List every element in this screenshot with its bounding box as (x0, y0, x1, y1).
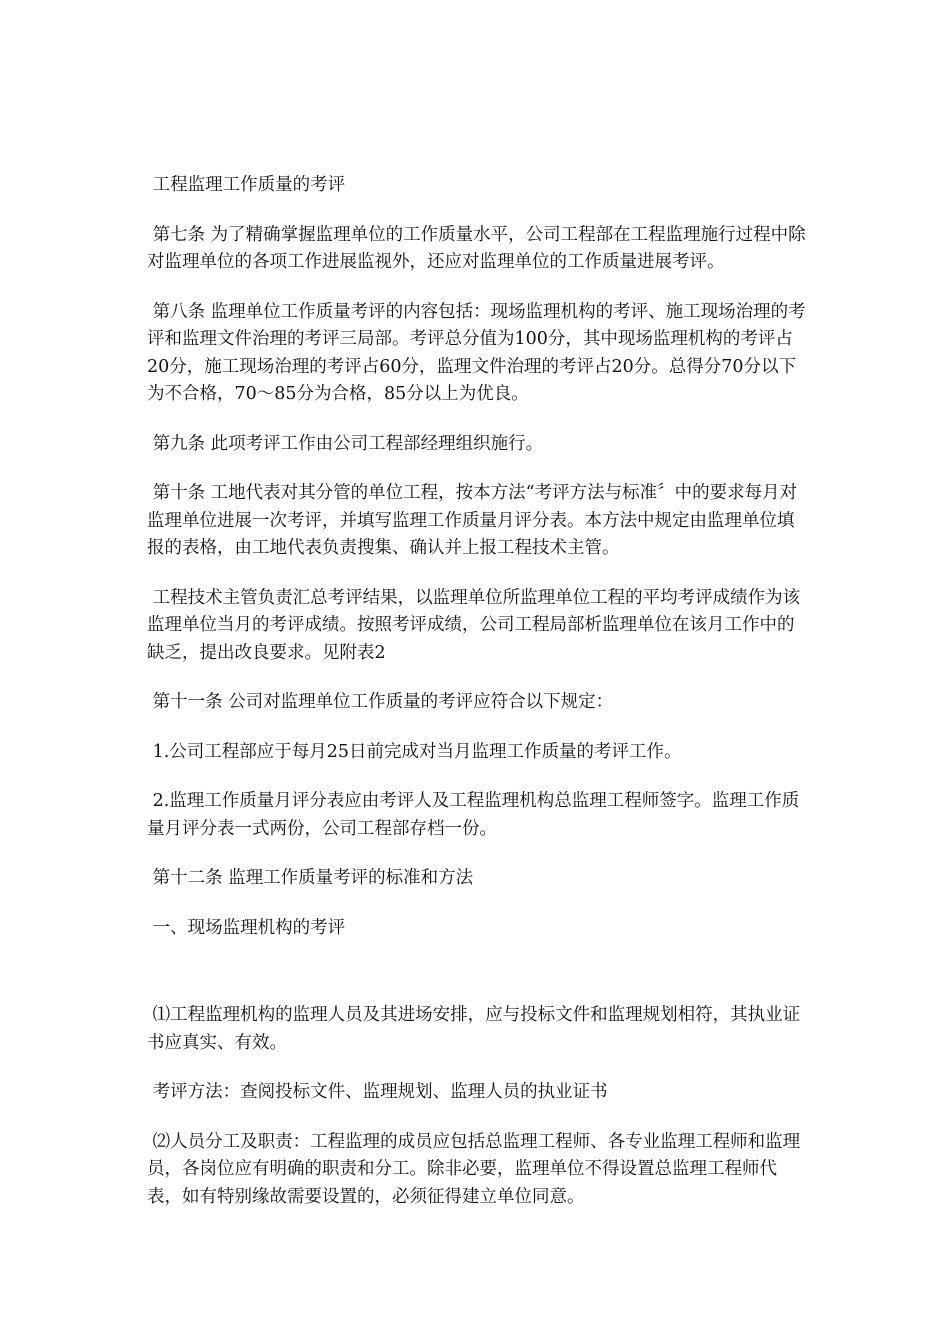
article-7: 第七条 为了精确掌握监理单位的工作质量水平，公司工程部在工程监理施行过程中除对监理单位的各项工作进展监视外，还应对监理单位的工作质量进展考评。 (147, 224, 806, 272)
document-title: 工程监理工作质量的考评 (147, 175, 346, 195)
rule-item-2: 2.监理工作质量月评分表应由考评人及工程监理机构总监理工程师签字。监理工作质量月评分表一式两份，公司工程部存档一份。 (147, 791, 800, 839)
article-8: 第八条 监理单位工作质量考评的内容包括：现场监理机构的考评、施工现场治理的考评和监理文件治理的考评三局部。考评总分值为100分，其中现场监理机构的考评占20分，施工现场治理的考评占60分，监理文件治理的考评占20分。总得分70分以下为不合格，70～85分为合格，85分以上为优良。 (147, 301, 806, 404)
article-12: 第十二条 监理工作质量考评的标准和方法 (147, 868, 474, 888)
rule-item-1: 1.公司工程部应于每月25日前完成对当月监理工作质量的考评工作。 (147, 741, 682, 762)
article-10: 第十条 工地代表对其分管的单位工程，按本方法“考评方法与标准〞中的要求每月对监理单位进展一次考评，并填写监理工作质量月评分表。本方法中规定由监理单位填报的表格，由工地代表负责搜集、确认并上报工程技术主管。 (147, 483, 798, 558)
technical-supervisor-paragraph: 工程技术主管负责汇总考评结果，以监理单位所监理单位工程的平均考评成绩作为该监理单位当月的考评成绩。按照考评成绩，公司工程局部析监理单位在该月工作中的缺乏，提出改良要求。见附表2 (147, 587, 801, 663)
section-heading: 一、现场监理机构的考评 (147, 917, 346, 938)
document-body (147, 172, 807, 1211)
criterion-1: ⑴工程监理机构的监理人员及其进场安排，应与投标文件和监理规划相符，其执业证书应真实、有效。 (147, 1005, 801, 1053)
article-9: 第九条 此项考评工作由公司工程部经理组织施行。 (147, 433, 544, 454)
evaluation-method: 考评方法：查阅投标文件、监理规划、监理人员的执业证书 (147, 1082, 608, 1102)
article-11: 第十一条 公司对监理单位工作质量的考评应符合以下规定： (147, 692, 614, 712)
criterion-2: ⑵人员分工及职责：工程监理的成员应包括总监理工程师、各专业监理工程师和监理员，各岗位应有明确的职责和分工。除非必要，监理单位不得设置总监理工程师代表，如有特别缘故需要设置的，必须征得建立单位同意。 (147, 1131, 801, 1207)
